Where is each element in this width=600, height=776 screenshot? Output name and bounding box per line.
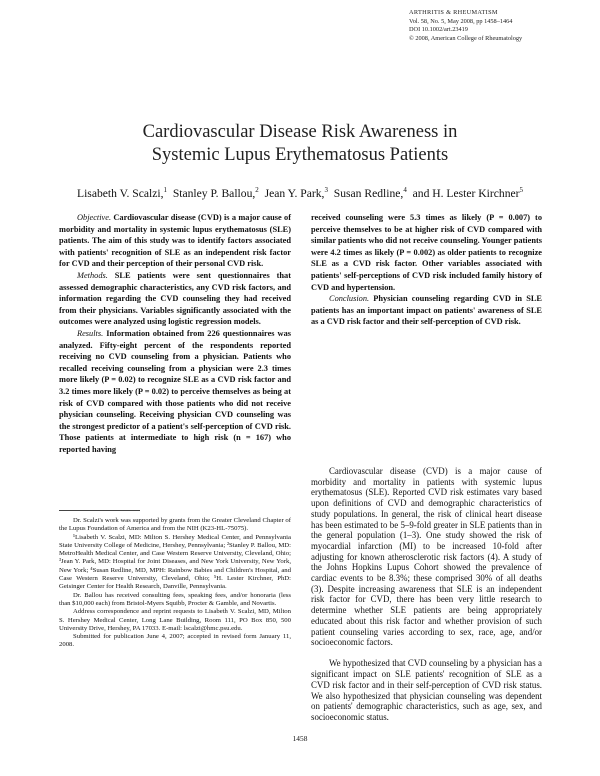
methods-label: Methods. <box>77 270 108 280</box>
abstract-methods <box>59 270 291 328</box>
abstract-left-column <box>59 212 291 455</box>
author-affiliation-mark: 1 <box>163 186 168 194</box>
conclusion-text: Physician counseling regarding CVD in SLE patients has an important impact on patients' awareness of SLE as a CVD risk factor and their self-perception of CVD risk. <box>311 294 542 327</box>
footnote-disclosure: Dr. Ballou has received consulting fees, speaking fees, and/or honoraria (less than $10,000 each) from Bristol-Myers Squibb, Procter & Gamble, and Novartis. <box>59 591 291 607</box>
author-affiliation-mark: 5 <box>519 186 523 194</box>
footnote-correspondence: Address correspondence and reprint requests to Lisabeth V. Scalzi, MD, Milton S. Hershey Medical Center, Long Lane Building, Room 111, PO Box 850, 500 University Drive, Hershey, PA 17033. E-mail: lscalzi@hmc.psu.edu. <box>59 608 291 632</box>
footnote-funding: Dr. Scalzi's work was supported by grants from the Greater Cleveland Chapter of the Lupus Foundation of America and from the NIH (K23-HL-75075). <box>59 517 291 533</box>
author-affiliation-mark: 2 <box>255 186 259 194</box>
body-paragraph: We hypothesized that CVD counseling by a physician has a significant impact on SLE patients' recognition of SLE as a CVD risk factor and in their self-perception of CVD risk status. We also hypothesized that physician counseling was dependent on patients' demographic characteristics, such as age, sex, and socioeconomic status. <box>311 658 542 722</box>
title-line-1: Cardiovascular Disease Risk Awareness in <box>142 122 458 142</box>
journal-volume: Vol. 58, No. 5, May 2008, pp 1458–1464 <box>409 17 513 25</box>
abstract-results <box>59 328 291 456</box>
results-label: Results. <box>77 328 104 338</box>
footnotes <box>59 517 291 650</box>
author-affiliation-mark: 4 <box>403 186 407 194</box>
abstract-right-column <box>311 212 542 328</box>
title-line-2: Systemic Lupus Erythematosus Patients <box>151 145 449 165</box>
objective-text: Cardiovascular disease (CVD) is a major cause of morbidity and mortality in systemic lupus erythematosus (SLE) patients. The aim of this study was to identify factors associated with patients' recognition of SLE as an independent risk factor for CVD and their perception of their personal CVD risk. <box>59 213 291 269</box>
footnote-affiliations: ¹Lisabeth V. Scalzi, MD: Milton S. Hershey Medical Center, and Pennsylvania State University College of Medicine, Hershey, Pennsylvania; ²Stanley P. Ballou, MD: MetroHealth Medical Center, and Case Western Reserve University, Cleveland, Ohio; ³Jean Y. Park, MD: Hospital for Joint Diseases, and New York University, New York, New York; ⁴Susan Redline, MD, MPH: Rainbow Babies and Children's Hospital, and Case Western Reserve University, Cleveland, Ohio; ⁵H. Lester Kirchner, PhD: Geisinger Center for Health Research, Danville, Pennsylvania. <box>59 533 291 591</box>
abstract-objective <box>59 212 291 270</box>
journal-doi: DOI 10.1002/art.23419 <box>409 26 468 34</box>
author-name: Stanley P. Ballou, <box>172 186 256 200</box>
abstract-conclusion <box>311 293 542 328</box>
objective-label: Objective. <box>77 213 112 222</box>
author-name: Susan Redline, <box>333 186 404 200</box>
footnote-divider <box>59 510 140 511</box>
page-number: 1458 <box>292 734 308 743</box>
author-name: and H. Lester Kirchner <box>412 186 520 200</box>
footnote-submission: Submitted for publication June 4, 2007; accepted in revised form January 11, 2008. <box>59 633 291 649</box>
journal-copyright: © 2008, American College of Rheumatology <box>409 34 523 42</box>
body-text <box>311 466 542 733</box>
conclusion-label: Conclusion. <box>329 294 370 304</box>
author-list <box>0 186 600 200</box>
methods-text: SLE patients were sent questionnaires that assessed demographic characteristics, any CVD risk factors, and information regarding the CVD counseling they had received from their physicians. Variables significantly associated with the outcomes were analyzed using logistic regression models. <box>59 270 291 327</box>
journal-name: ARTHRITIS & RHEUMATISM <box>409 9 498 16</box>
body-paragraph: Cardiovascular disease (CVD) is a major cause of morbidity and mortality in patients with systemic lupus erythematosus (SLE). Reported CVD risk estimates vary based upon definitions of CVD and demographic characteristics of study populations. In general, the risk of clinical heart disease has been estimated to be 5–9-fold greater in SLE patients than in the general population (1–3). One study showed the risk of myocardial infarction (MI) to be increased 10-fold after adjusting for known atherosclerotic risk factors (4). A study of the Johns Hopkins Lupus Cohort showed the prevalence of cardiac events to be 8.3%; these comprised 30% of all deaths (3). Despite increasing awareness that SLE is an independent risk factor for CVD, there has been very little research to determine whether SLE patients are being appropriately educated about this risk factor and whether provision of such patient counseling varies according to sex, race, age, and/or socioeconomic factors. <box>311 466 542 648</box>
results-text: Information obtained from 226 questionnaires was analyzed. Fifty-eight percent of the respondents reported receiving no CVD counseling from a physician. Patients who recalled receiving counseling from a physician were 2.3 times more likely (P = 0.02) to recognize SLE as a CVD risk factor and 3.2 times more likely (P = 0.02) to perceive themselves as being at risk of CVD compared with those patients who did not receive physician counseling. Receiving physician CVD counseling was the strongest predictor of a patient's self-perception of CVD risk. Those patients at intermediate to high risk (n = 167) who reported having <box>59 328 291 454</box>
author-name: Jean Y. Park, <box>264 186 325 200</box>
journal-header <box>409 9 589 43</box>
author-name: Lisabeth V. Scalzi, <box>77 186 164 200</box>
article-title <box>0 121 600 167</box>
author-affiliation-mark: 3 <box>324 186 328 194</box>
abstract-results-continued: received counseling were 5.3 times as likely (P = 0.007) to perceive themselves to be at higher risk of CVD compared with similar patients who did not receive counseling. Younger patients were 4.2 times as likely (P = 0.002) as older patients to recognize SLE as a CVD risk factor. Other variables associated with patients' self-perceptions of CVD risk included family history of CVD and hypertension. <box>311 213 542 292</box>
